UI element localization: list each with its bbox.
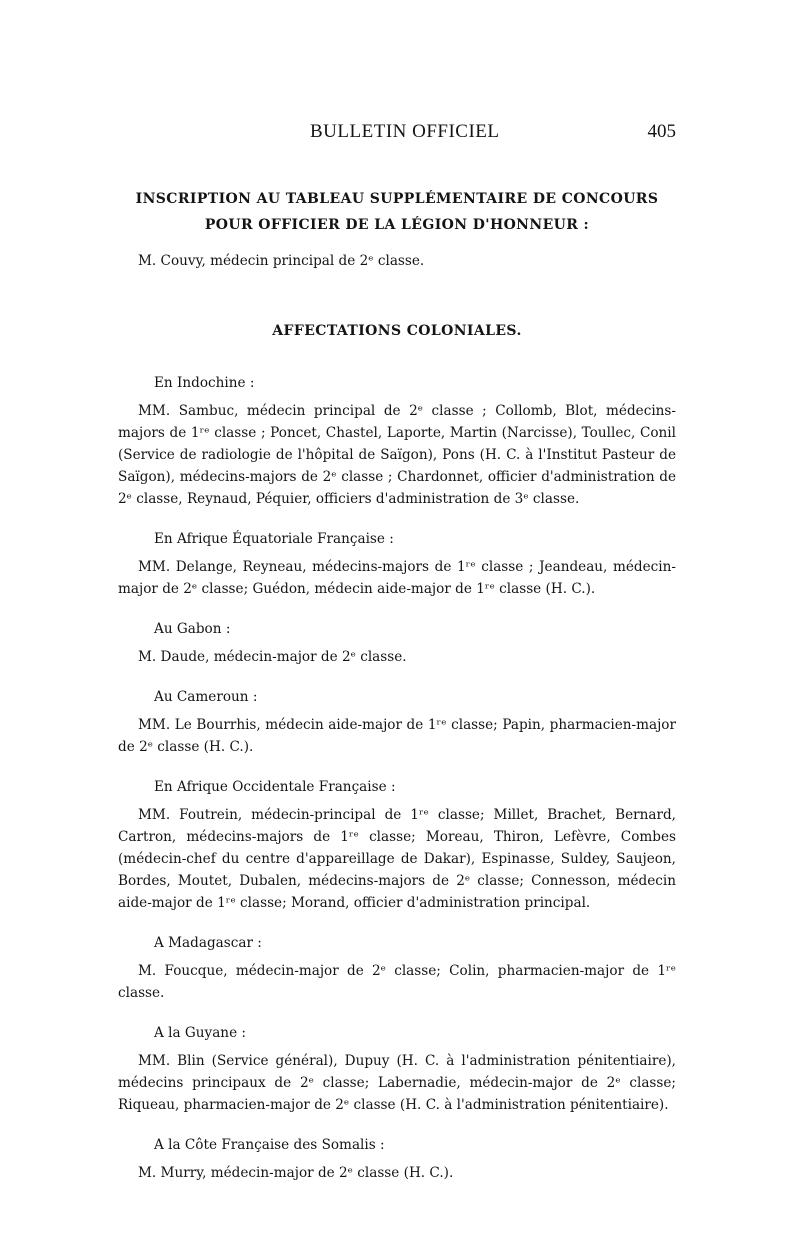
affectation-section-madagascar (118, 932, 676, 1004)
page-body (118, 188, 676, 1184)
location-heading: Au Gabon : (154, 621, 231, 637)
affectation-text: MM. Delange, Reyneau, médecins-majors de 1ʳᵉ classe ; Jeandeau, médecin-major de 2ᵉ classe; Guédon, médecin aide-major de 1ʳᵉ classe (H. C.). (118, 559, 676, 597)
inscription-title-line-1: INSCRIPTION AU TABLEAU SUPPLÉMENTAIRE DE CONCOURS (135, 191, 659, 207)
affectation-section-cameroun (118, 686, 676, 758)
location-heading: A Madagascar : (154, 935, 262, 951)
location-heading: A la Côte Française des Somalis : (154, 1137, 385, 1153)
affectation-text: MM. Foutrein, médecin-principal de 1ʳᵉ classe; Millet, Brachet, Bernard, Cartron, médecins-majors de 1ʳᵉ classe; Moreau, Thiron, Lefèvre, Combes (médecin-chef du centre d'appareillage de Dakar), Espinasse, Suldey, Saujeon, Bordes, Moutet, Dubalen, médecins-majors de 2ᵉ classe; Connesson, médecin aide-major de 1ʳᵉ classe; Morand, officier d'administration principal. (118, 807, 676, 911)
location-heading: En Afrique Occidentale Française : (154, 779, 396, 795)
inscription-entry: M. Couvy, médecin principal de 2ᵉ classe. (138, 253, 425, 269)
location-heading: Au Cameroun : (154, 689, 258, 705)
location-heading: En Afrique Équatoriale Française : (154, 531, 394, 547)
affectation-text: MM. Le Bourrhis, médecin aide-major de 1ʳᵉ classe; Papin, pharmacien-major de 2ᵉ classe (H. C.). (118, 717, 676, 755)
affectation-text: MM. Sambuc, médecin principal de 2ᵉ classe ; Collomb, Blot, médecins-majors de 1ʳᵉ classe ; Poncet, Chastel, Laporte, Martin (Narcisse), Toullec, Conil (Service de radiologie de l'hôpital de Saïgon), Pons (H. C. à l'Institut Pasteur de Saïgon), médecins-majors de 2ᵉ classe ; Chardonnet, officier d'administration de 2ᵉ classe, Reynaud, Péquier, officiers d'administration de 3ᵉ classe. (118, 403, 676, 507)
page-number: 405 (647, 121, 676, 142)
inscription-title-line-2: POUR OFFICIER DE LA LÉGION D'HONNEUR : (204, 217, 590, 233)
affectation-section-afrique-occidentale (118, 776, 676, 914)
affectation-section-guyane (118, 1022, 676, 1116)
affectation-text: M. Daude, médecin-major de 2ᵉ classe. (138, 649, 407, 665)
affectation-section-afrique-equatoriale (118, 528, 676, 600)
page-header (0, 121, 800, 145)
location-heading: En Indochine : (154, 375, 255, 391)
affectation-section-somalis (118, 1134, 676, 1184)
location-heading: A la Guyane : (154, 1025, 247, 1041)
affectation-text: MM. Blin (Service général), Dupuy (H. C. à l'administration pénitentiaire), médecins principaux de 2ᵉ classe; Labernadie, médecin-major de 2ᵉ classe; Riqueau, pharmacien-major de 2ᵉ classe (H. C. à l'administration pénitentiaire). (118, 1053, 676, 1113)
affectation-section-indochine (118, 372, 676, 510)
affectation-text: M. Foucque, médecin-major de 2ᵉ classe; Colin, pharmacien-major de 1ʳᵉ classe. (118, 963, 676, 1001)
affectations-title: AFFECTATIONS COLONIALES. (272, 323, 522, 339)
running-title: BULLETIN OFFICIEL (310, 121, 500, 142)
affectation-text: M. Murry, médecin-major de 2ᵉ classe (H. C.). (138, 1165, 454, 1181)
affectation-section-gabon (118, 618, 676, 668)
